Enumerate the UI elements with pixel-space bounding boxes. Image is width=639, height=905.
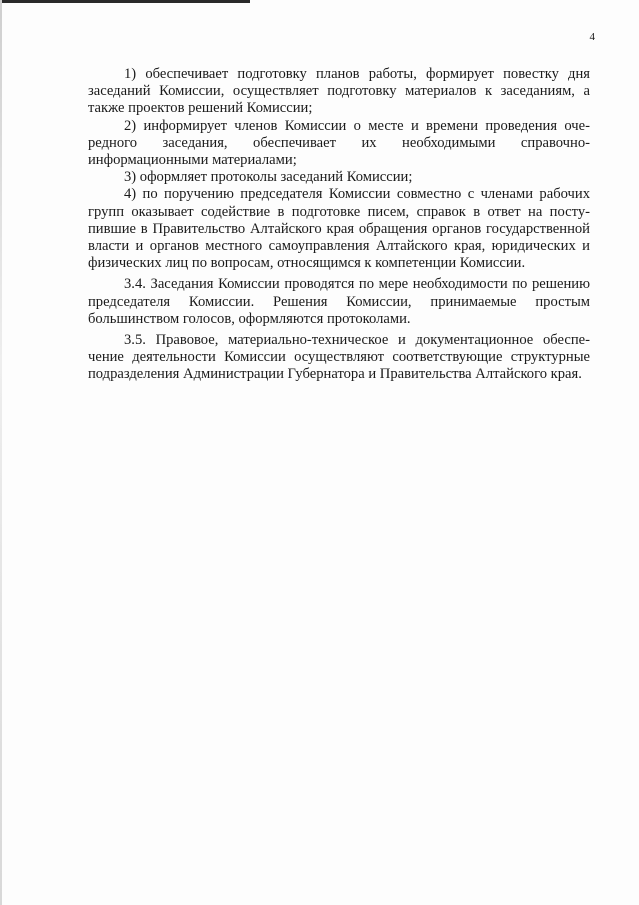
paragraph-item-1: 1) обеспечивает подготовку планов работы, формирует повестку дня заседаний Комиссии, осуществляет подготовку материалов к заседаниям, а также проектов решений Комиссии; <box>88 66 590 117</box>
scan-edge-left <box>0 0 2 905</box>
paragraph-item-2: 2) информирует членов Комиссии о месте и времени проведения очередного заседания, обеспечивает их необходимыми справочно-информационными материалами; <box>88 117 590 169</box>
paragraph-3-4: 3.4. Заседания Комиссии проводятся по мере необходимости по решению председателя Комиссии. Решения Комиссии, принимаемые простым большинством голосов, оформляются протоколами. <box>88 276 590 327</box>
paragraph-item-4: 4) по поручению председателя Комиссии совместно с членами рабочих групп оказывает содействие в подготовке писем, справок в ответ на поступившие в Правительство Алтайского края обращения органов государственной власти и органов местного самоуправления Алтайского края, юридических и физических лиц по вопросам, относящимся к компетенции Комиссии. <box>88 186 590 272</box>
document-body <box>88 66 590 384</box>
paragraph-item-3: 3) оформляет протоколы заседаний Комиссии; <box>124 169 413 186</box>
page-number: 4 <box>589 31 595 43</box>
paragraph-3-5: 3.5. Правовое, материально-техническое и документационное обеспечение деятельности Комиссии осуществляют соответствующие структурные подразделения Администрации Губернатора и Правительства Алтайского края. <box>88 332 590 383</box>
scan-edge-top <box>0 0 250 3</box>
